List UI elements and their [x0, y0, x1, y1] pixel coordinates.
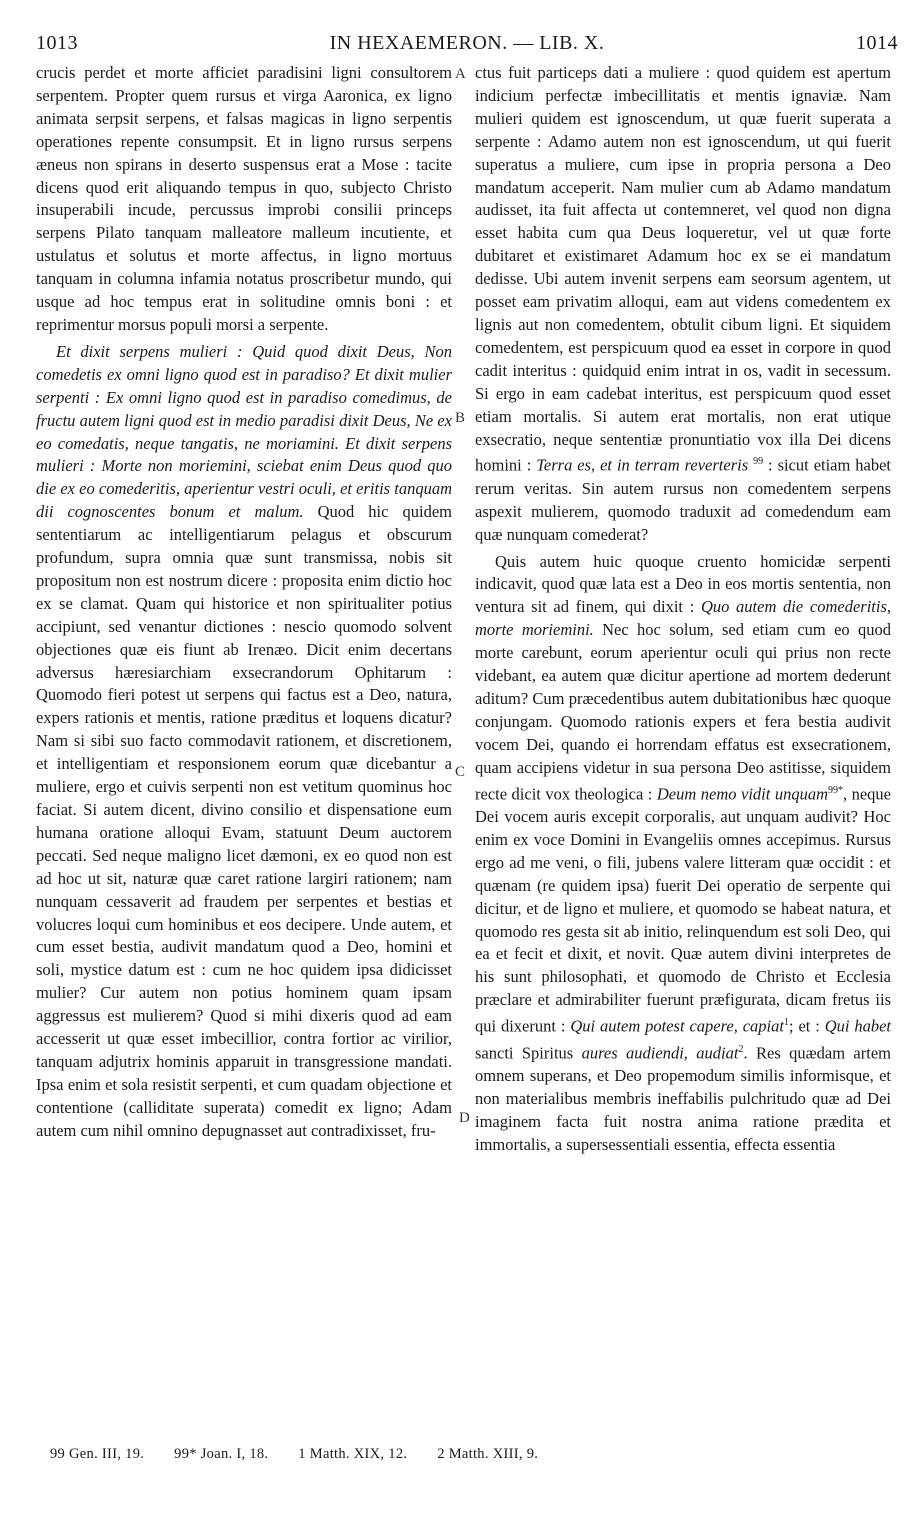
running-header: [36, 32, 898, 62]
right-column: [475, 62, 891, 1157]
margin-letter-b: B: [455, 410, 466, 426]
footnote: 2 Matth. XIII, 9.: [437, 1446, 539, 1462]
quote: Terra es, et in terram reverteris: [536, 455, 749, 475]
text-run: : sicut etiam habet rerum veritas. Sin autem rursus non comedentem serpens aspexit mulierem, quomodo traduxit ad comedendum eam quæ nunquam comederat?: [475, 455, 892, 544]
text-run: , neque Dei vocem auris excepit corporalis, aut unquam audivit? Hoc enim ex voce Domini in Evangeliis omnes accepimus. Rursus ergo ad me veni, o fili, jubens valere litteram quæ occidit : et quænam (re quidem ipsa) fuerit Dei operatio de serpente qui dicitur, et de ligno et muliere, et quomodo se habeat natura, et quomodo res gesta sit ab initio, relinquendum est soli Deo, qui ea et fecit et dixit, et novit. Quæ autem divini interpretes de his sunt philosophati, et quomodo de Christo et Ecclesia præclare et admirabiliter fuerunt præfigurata, dicam fretus iis qui dixerunt :: [475, 784, 892, 1036]
left-paragraph-2: [36, 341, 452, 1143]
quote: Qui autem potest capere, capiat: [570, 1016, 784, 1036]
text-run: Nec hoc solum, sed etiam cum eo quod morte carebunt, eorum aperientur oculi qui prius non recte videbant, ea autem quæ dicitur apertione ad mortem dederunt aditum? Cum præcedentibus autem dubitationibus hæc quoque conjungam. Quomodo rationis expers et fera bestia audivit vocem Dei, quando ei horrendam effatus est exsecrationem, quam accipiens videtur in sua persona Deo astitisse, siquidem recte dicit vox theologica :: [475, 620, 891, 804]
footnote: 1 Matth. XIX, 12.: [298, 1446, 408, 1462]
footnote-ref: 99: [753, 456, 764, 468]
right-paragraph-1: [475, 62, 891, 547]
commentary-text: Quod hic quidem sententiarum ac intelligentiarum pelagus et obscurum profundum, supra omnia quæ sunt transmissa, nobis sit propositum non est nostrum dicere : proposita enim dictio hoc ex se clamat. Quam qui historice et non spiritualiter potius accipiunt, sed venantur dictiones : nescio quomodo solvent objectiones quæ eis fiunt ab Irenæo. Dicit enim decertans adversus hæresiarchiam exsecrandorum Ophitarum : Quomodo fieri potest ut serpens qui factus est a Deo, natura, expers rationis et mentis, ratione præditus et loquens dicatur? Nam si sibi suo facto commodavit rationem, et discretionem, et intelligentiam et responsionem eorum quæ dicebantur a muliere, ergo et cuivis serpenti non est vetitum quominus hoc faciat. Si autem dicent, divino consilio et dispensatione eum humana oratione alloqui Evam, statuunt Deum auctorem peccati. Sed neque maligno licet dæmoni, ex eo quod non est ad hoc ut sit, naturæ quæ caret ratione largiri rationem; nam nunquam cessaverit ad fraudem per serpentes et bestias et volucres loqui cum hominibus et eos decipere. Unde autem, et cum esset bestia, audivit mandatum quod a Deo, homini et soli, mystice datum est : cum ne hoc quidem ipsa didicisset mulier? Cur autem non potius hominem quam ipsam aggressus est mulierem? Quod si mihi dixeris quod ad eam accesserit ut quæ esset imbecillior, contra fortior ac virilior, tanquam adjutrix hominis apparuit in transgressione mandati. Ipsa enim et sola resistit serpenti, et cum quadam objectione et contentione (calliditate superata) comedit ex ligno; Adam autem cum nihil omnino depugnasset aut contradixisset, fru-: [36, 502, 452, 1140]
left-column: [36, 62, 452, 1143]
text-run: ; et :: [788, 1016, 820, 1036]
quote: aures audiendi, audiat: [581, 1043, 739, 1063]
footnote: 99 Gen. III, 19.: [50, 1446, 145, 1462]
page-number-right: 1014: [856, 32, 898, 54]
quote: Quo autem die comederitis, morte moriemini.: [475, 597, 892, 640]
running-title: IN HEXAEMERON. — LIB. X.: [329, 32, 605, 54]
margin-letter-a: A: [455, 66, 466, 82]
left-paragraph-1: crucis perdet et morte afficiet paradisini ligni consultorem serpentem. Propter quem rursus et virga Aaronica, ex ligno animata serpsit serpens, et falsas magicas in ligno serpentis operationes repente consumpsit. Et in ligno rursus serpens æneus non spirans in deserto suspensus erat a Mose : tacite dicens quod erit aliquando tempus in quo, subjecto Christo insuperabili incude, percussus improbi consilii princeps serpens Pilato tanquam malleatore malleum incutiente, et ustulatus et solutus et morte affectus, in ligno mortuus tanquam in columna infamia notatus proscribetur mundo, qui usque ad hoc tempus erat in solitudine omnis boni : et reprimentur morsus populi morsi a serpente.: [36, 63, 452, 334]
footnote-ref: 99*: [828, 784, 843, 796]
text-run: sancti Spiritus: [475, 1043, 574, 1063]
text-run: Quis autem huic quoque cruento homicidæ serpenti indicavit, quod quæ lata est a Deo in eos mortis sententia, non ventura sit ad finem, qui dixit :: [475, 551, 891, 617]
scripture-quote: Et dixit serpens mulieri : Quid quod dixit Deus, Non comedetis ex omni ligno quod est in paradiso? Et dixit mulier serpenti : Ex omni ligno quod est in paradiso comedimus, de fructu autem ligni quod est in medio paradisi dixit Deus, Ne ex eo comedatis, neque tangatis, ne moriamini. Et dixit serpens mulieri : Morte non moriemini, sciebat enim Deus quod quo die ex eo comederitis, aperientur vestri oculi, et eritis tanquam dii cognoscentes bonum et malum.: [36, 341, 452, 522]
footnote-ref: 2: [738, 1043, 744, 1055]
text-run: ctus fuit particeps dati a muliere : quod quidem est apertum indicium perfectæ imbecillitatis et mentis ignaviæ. Nam mulieri quidem est ignoscendum, ut quæ fuerit superata a serpente : Adamo autem non est ignoscendum, ut qui fuerit superatus a muliere, cum ipse in propria persona a Deo mandatum acceperit. Nam mulier cum ab Adamo mandatum audisset, ita fuit affecta ut contemneret, vel quod non digna esset habita cum qua Deus loqueretur, vel ut quæ forte dubitaret et existimaret Adamum hoc ex se ei mandatum dedisse. Ubi autem invenit serpens eam seorsum agentem, ut posset eam privatim alloqui, eam aut videns comedentem ex lignis aut non comedentem, obtulit cibum ligni. Et siquidem comedentem, est perspicuum quod ea esset in corpore in quod cadit interitus : quidquid enim intrat in os, vadit in secessum. Si ergo in eam cadebat interitus, est perspicuum quod esset etiam mortalis. Si autem erat mortalis, non erat utique exsecratio, neque sententiæ pronuntiatio vox illa Dei dicens homini :: [475, 63, 891, 475]
quote: Qui habet: [824, 1016, 892, 1036]
footnotes: [50, 1446, 898, 1463]
footnote: 99* Joan. I, 18.: [174, 1446, 269, 1462]
right-paragraph-2: [475, 551, 891, 1157]
margin-letter-d: D: [459, 1110, 470, 1126]
footnote-ref: 1: [783, 1017, 789, 1029]
page-number-left: 1013: [36, 32, 78, 54]
text-run: . Res quædam artem omnem superans, et Deo propemodum similis informisque, et non materialibus membris ineffabilis pulchritudo quæ ad Dei imaginem facta fuit nostra anima ratione prædita et immortalis, a supersessentiali essentia, effecta essentia: [475, 1043, 891, 1154]
margin-letter-c: C: [455, 764, 466, 780]
quote: Deum nemo vidit unquam: [656, 784, 828, 804]
